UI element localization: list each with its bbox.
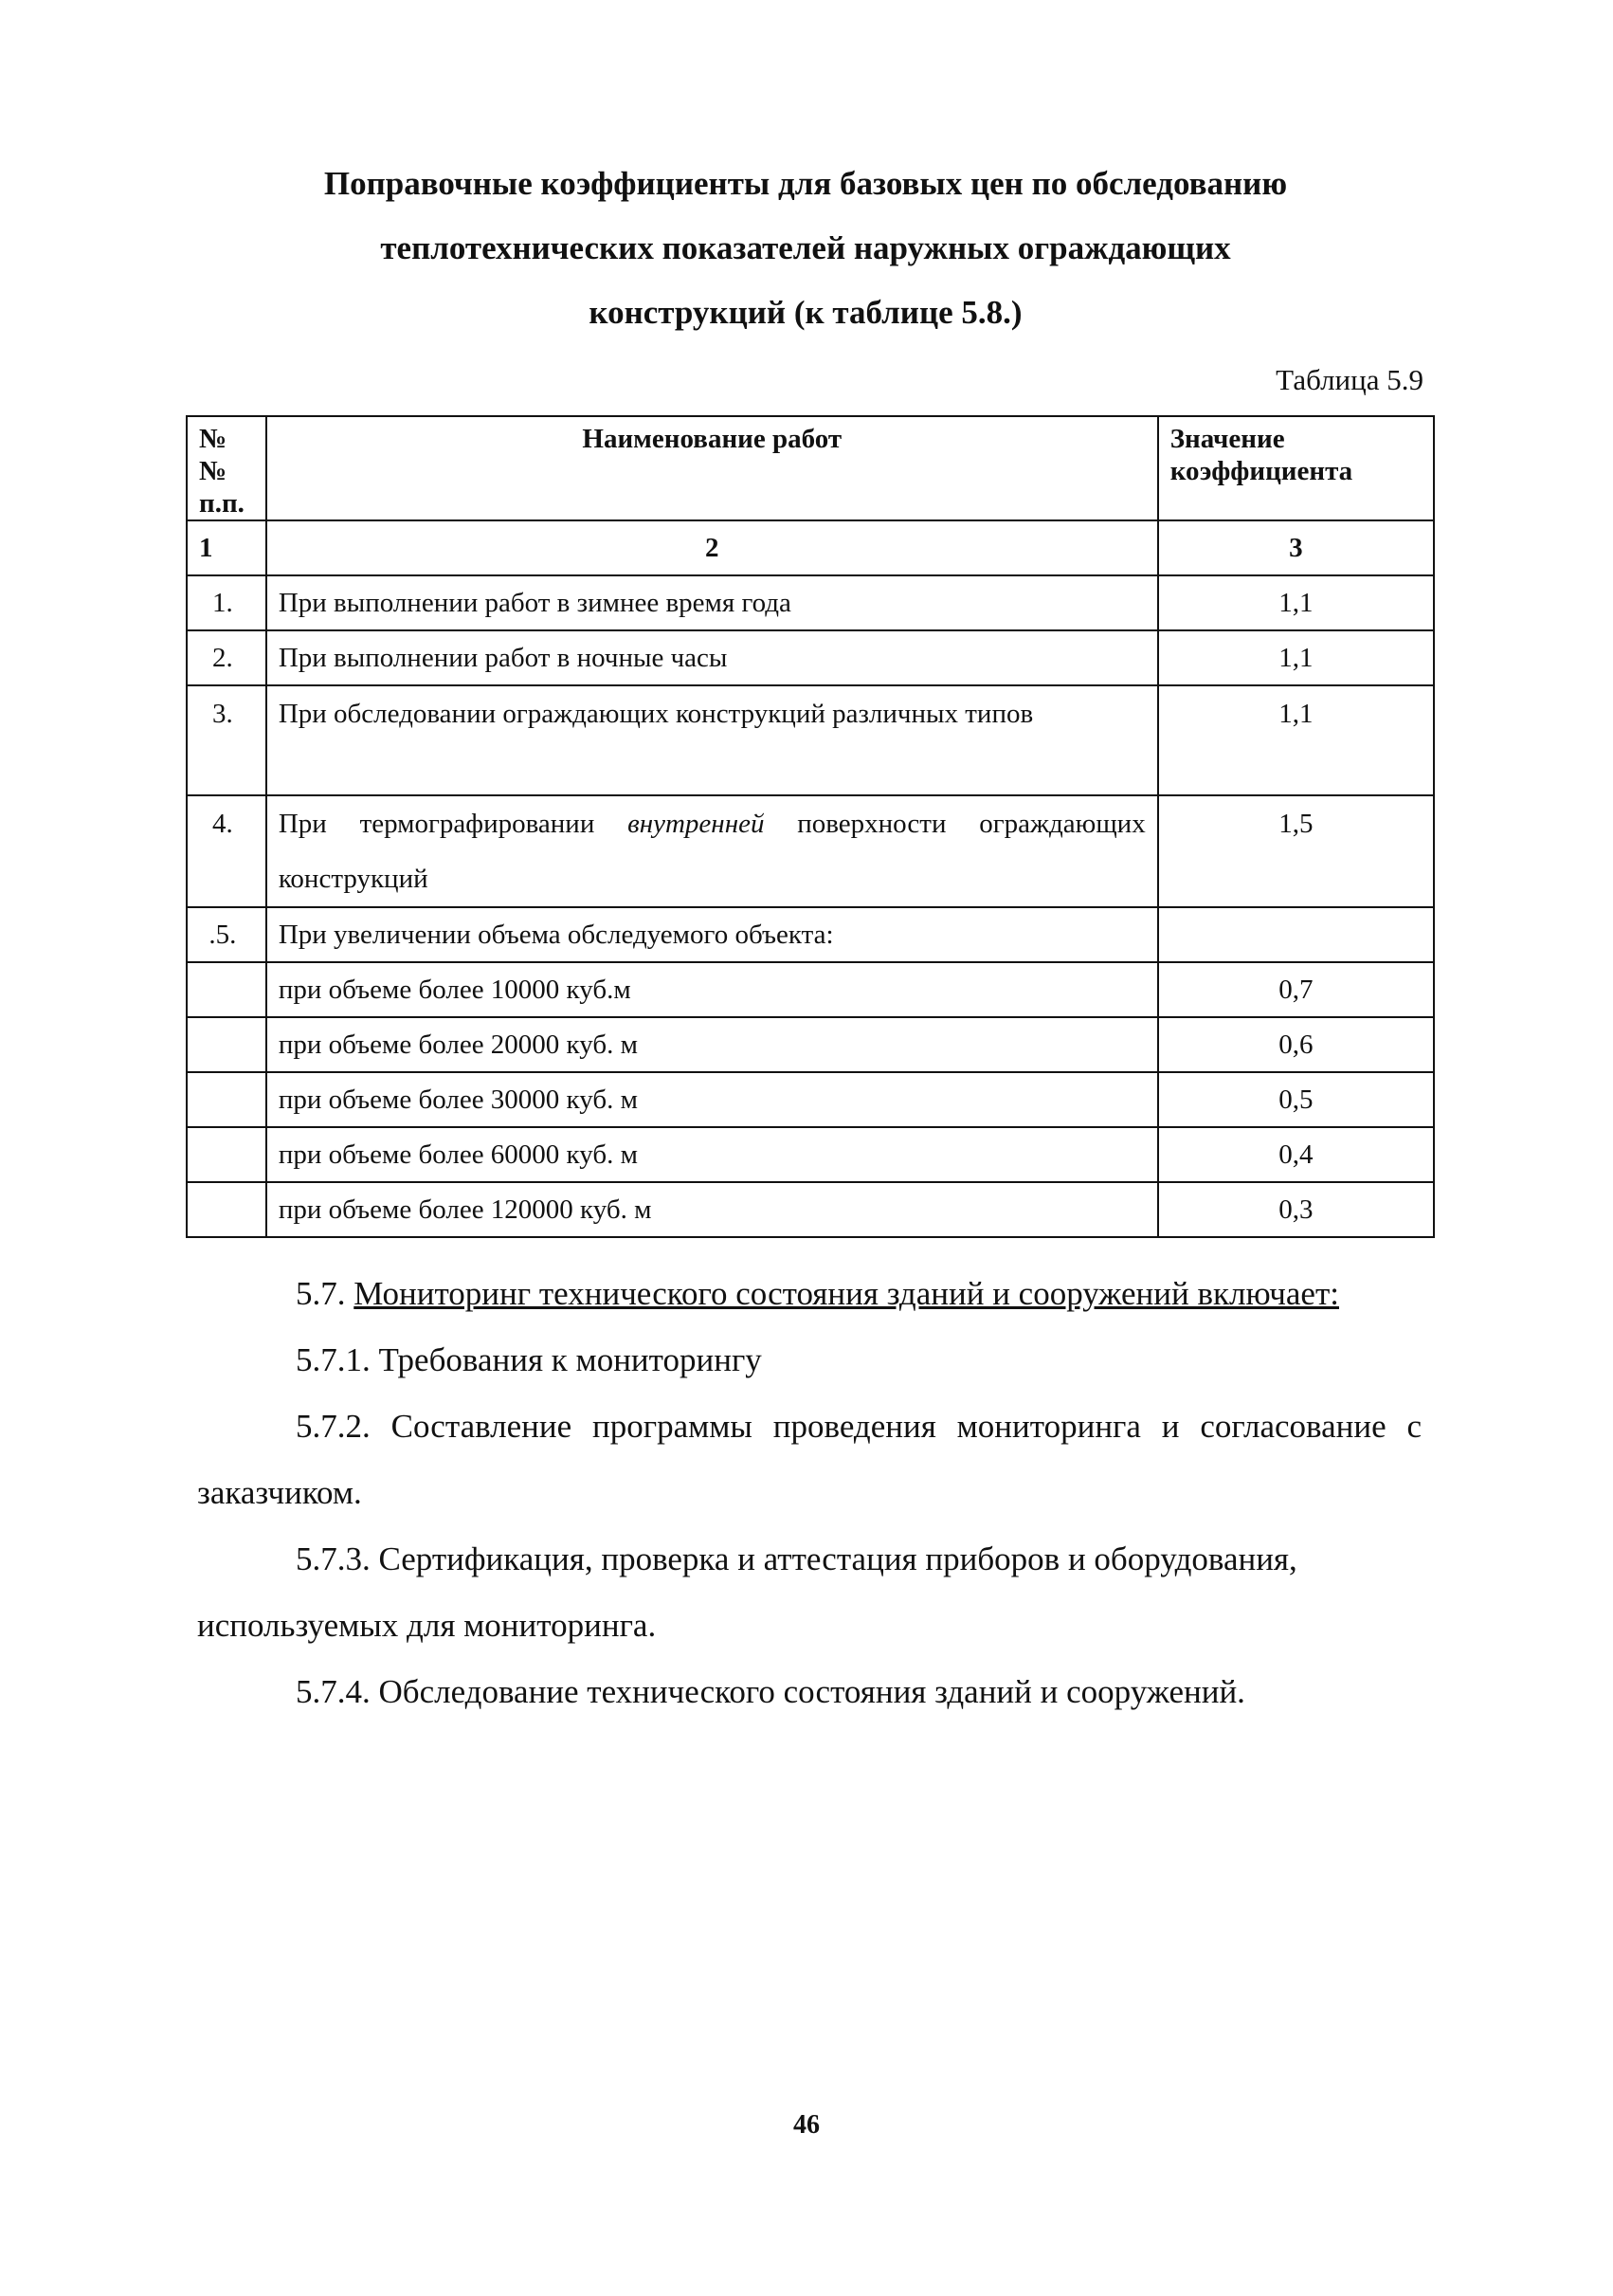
row-name: При выполнении работ в зимнее время года xyxy=(266,575,1158,630)
table-row xyxy=(187,962,1434,1017)
section-heading-underlined: Мониторинг технического состояния зданий и сооружений включает: xyxy=(353,1275,1339,1312)
paragraph-5-7-2: 5.7.2. Составление программы проведения мониторинга и согласование с заказчиком. xyxy=(197,1408,1422,1511)
row-name: при объеме более 120000 куб. м xyxy=(266,1182,1158,1237)
row-name: при объеме более 60000 куб. м xyxy=(266,1127,1158,1182)
column-number: 2 xyxy=(266,520,1158,575)
row-number: 2. xyxy=(187,630,266,685)
table-row xyxy=(187,1017,1434,1072)
row-number xyxy=(187,962,266,1017)
table-row xyxy=(187,1072,1434,1127)
paragraph-5-7-3-continuation: используемых для мониторинга. xyxy=(197,1607,657,1644)
row-name: при объеме более 30000 куб. м xyxy=(266,1072,1158,1127)
header-value: Значение коэффициента xyxy=(1158,416,1434,520)
row-value: 0,5 xyxy=(1158,1072,1434,1127)
row-name-part: При термографировании xyxy=(278,809,628,839)
table-row xyxy=(187,907,1434,962)
table-row xyxy=(187,1127,1434,1182)
row-value: 1,1 xyxy=(1158,630,1434,685)
row-value xyxy=(1158,907,1434,962)
row-value: 0,6 xyxy=(1158,1017,1434,1072)
paragraph-5-7-4: 5.7.4. Обследование технического состояния зданий и сооружений. xyxy=(296,1673,1245,1710)
row-value: 0,4 xyxy=(1158,1127,1434,1182)
row-number: 4. xyxy=(187,795,266,907)
row-name: При увеличении объема обследуемого объекта: xyxy=(266,907,1158,962)
row-number xyxy=(187,1127,266,1182)
table-row xyxy=(187,1182,1434,1237)
table-header-row xyxy=(187,416,1434,520)
row-value: 1,1 xyxy=(1158,575,1434,630)
row-name: при объеме более 20000 куб. м xyxy=(266,1017,1158,1072)
row-number: .5. xyxy=(187,907,266,962)
header-name: Наименование работ xyxy=(266,416,1158,520)
row-number xyxy=(187,1072,266,1127)
table-row xyxy=(187,630,1434,685)
table-row xyxy=(187,685,1434,795)
row-number xyxy=(187,1182,266,1237)
title-line-1: Поправочные коэффициенты для базовых цен по обследованию xyxy=(323,165,1288,202)
row-number: 3. xyxy=(187,685,266,795)
row-name-italic: внутренней xyxy=(627,809,765,839)
table-row xyxy=(187,795,1434,907)
row-number xyxy=(187,1017,266,1072)
column-number: 3 xyxy=(1158,520,1434,575)
row-name: При обследовании ограждающих конструкций различных типов xyxy=(266,685,1158,795)
row-name: при объеме более 10000 куб.м xyxy=(266,962,1158,1017)
row-name: При выполнении работ в ночные часы xyxy=(266,630,1158,685)
row-value: 0,3 xyxy=(1158,1182,1434,1237)
paragraph-number: 5.7. xyxy=(296,1275,346,1312)
title-line-3: конструкций (к таблице 5.8.) xyxy=(589,294,1023,331)
row-number: 1. xyxy=(187,575,266,630)
table-label: Таблица 5.9 xyxy=(1276,363,1423,396)
row-name-part: поверхности ограждающих конструкций xyxy=(278,809,1146,894)
column-number: 1 xyxy=(187,520,266,575)
header-number: №№ п.п. xyxy=(187,416,266,520)
title-line-2: теплотехнических показателей наружных ограждающих xyxy=(380,229,1231,266)
table-row xyxy=(187,575,1434,630)
row-value: 1,1 xyxy=(1158,685,1434,795)
page-number: 46 xyxy=(793,2110,820,2140)
paragraph-5-7-1: 5.7.1. Требования к мониторингу xyxy=(296,1341,762,1378)
paragraph-5-7 xyxy=(197,1261,1422,1327)
row-value: 0,7 xyxy=(1158,962,1434,1017)
coefficients-table xyxy=(186,415,1435,1238)
document-title xyxy=(190,152,1422,345)
row-name xyxy=(266,795,1158,907)
row-value: 1,5 xyxy=(1158,795,1434,907)
column-number-row xyxy=(187,520,1434,575)
section-body xyxy=(197,1261,1422,1725)
paragraph-5-7-3: 5.7.3. Сертификация, проверка и аттестация приборов и оборудования, xyxy=(296,1540,1297,1577)
